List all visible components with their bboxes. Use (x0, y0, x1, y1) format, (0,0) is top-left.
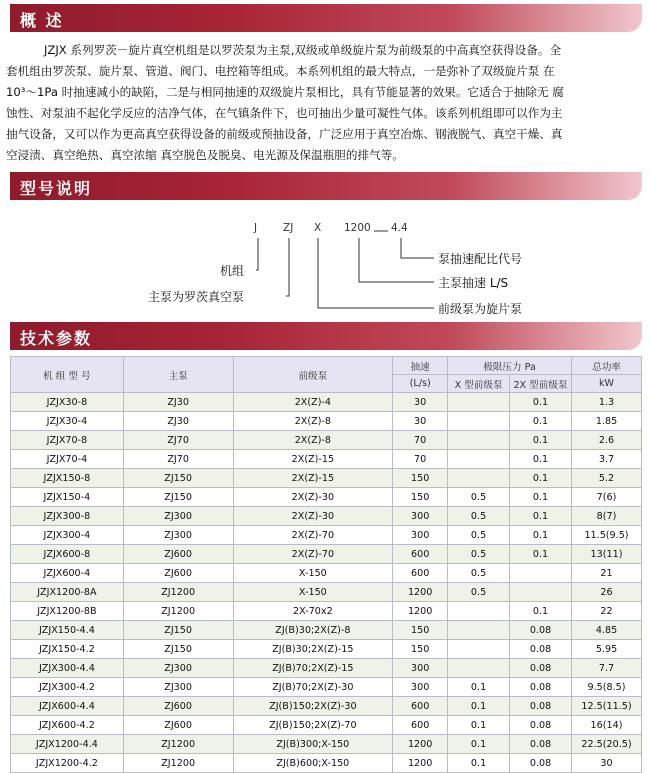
cell-x-ultimate: 0.5 (448, 545, 510, 564)
cell-speed: 30 (393, 412, 448, 431)
cell-x-ultimate: 0.5 (448, 507, 510, 526)
cell-model: JZJX70-8 (11, 431, 124, 450)
table-row (11, 678, 642, 697)
cell-model: JZJX30-4 (11, 412, 124, 431)
col-header-speed-unit: (L/s) (393, 375, 448, 393)
cell-speed: 150 (393, 621, 448, 640)
section-title: 技术参数 (20, 329, 93, 348)
cell-main-pump: ZJ150 (123, 469, 233, 488)
cell-model: JZJX1200-8A (11, 583, 124, 602)
cell-main-pump: ZJ150 (123, 488, 233, 507)
table-row (11, 754, 642, 773)
cell-power: 16(14) (572, 716, 642, 735)
col-header-main-pump: 主泵 (123, 357, 233, 393)
cell-speed: 600 (393, 716, 448, 735)
cell-model: JZJX150-8 (11, 469, 124, 488)
cell-fore-pump: 2X-70x2 (233, 602, 393, 621)
cell-2x-ultimate: 0.1 (510, 393, 572, 412)
label-unit: 机组 (220, 264, 245, 278)
cell-power: 30 (572, 754, 642, 773)
cell-speed: 300 (393, 526, 448, 545)
cell-x-ultimate: 0.1 (448, 735, 510, 754)
diagram-connector-lines (0, 200, 650, 318)
cell-power: 2.6 (572, 431, 642, 450)
cell-main-pump: ZJ1200 (123, 754, 233, 773)
section-banner-model (10, 172, 642, 200)
col-header-power: 总功率 (572, 357, 642, 375)
cell-model: JZJX300-4.2 (11, 678, 124, 697)
model-code-diagram (0, 200, 650, 318)
cell-speed: 70 (393, 450, 448, 469)
cell-speed: 600 (393, 545, 448, 564)
cell-model: JZJX1200-8B (11, 602, 124, 621)
cell-x-ultimate (448, 659, 510, 678)
cell-x-ultimate: 0.5 (448, 564, 510, 583)
cell-fore-pump: ZJ(B)600;X-150 (233, 754, 393, 773)
cell-fore-pump: X-150 (233, 583, 393, 602)
cell-x-ultimate: 0.5 (448, 583, 510, 602)
cell-main-pump: ZJ30 (123, 412, 233, 431)
cell-x-ultimate (448, 412, 510, 431)
section-banner-overview (10, 4, 642, 32)
intro-line: 10³～1Pa 时抽速减小的缺陷，二是与相同抽速的双级旋片泵相比，具有节能显著的效果。它适合于抽除无 腐 (6, 85, 564, 99)
cell-power: 22.5(20.5) (572, 735, 642, 754)
intro-line: 空浸渍、真空绝热、真空浓缩 真空脱色及脱臭、电光源及保温瓶胆的排气等。 (6, 148, 404, 162)
section-title: 概 述 (20, 11, 64, 30)
cell-fore-pump: 2X(Z)-70 (233, 545, 393, 564)
table-row (11, 488, 642, 507)
label-main-pump: 主泵为罗茨真空泵 (148, 290, 245, 304)
cell-main-pump: ZJ1200 (123, 735, 233, 754)
cell-main-pump: ZJ300 (123, 678, 233, 697)
cell-2x-ultimate: 0.1 (510, 450, 572, 469)
cell-power: 1.85 (572, 412, 642, 431)
cell-main-pump: ZJ1200 (123, 602, 233, 621)
table-row (11, 412, 642, 431)
cell-fore-pump: ZJ(B)150;2X(Z)-30 (233, 697, 393, 716)
cell-fore-pump: 2X(Z)-70 (233, 526, 393, 545)
table-row (11, 507, 642, 526)
table-row (11, 640, 642, 659)
col-header-2x-type: 2X 型前级泵 (510, 375, 572, 393)
cell-model: JZJX300-4.4 (11, 659, 124, 678)
cell-main-pump: ZJ150 (123, 621, 233, 640)
cell-model: JZJX300-4 (11, 526, 124, 545)
col-header-ultimate: 极限压力 Pa (448, 357, 572, 375)
cell-2x-ultimate: 0.1 (510, 602, 572, 621)
cell-power: 3.7 (572, 450, 642, 469)
cell-model: JZJX70-4 (11, 450, 124, 469)
cell-x-ultimate: 0.5 (448, 526, 510, 545)
cell-2x-ultimate: 0.1 (510, 488, 572, 507)
cell-speed: 1200 (393, 735, 448, 754)
cell-speed: 1200 (393, 583, 448, 602)
table-row (11, 602, 642, 621)
cell-x-ultimate: 0.1 (448, 697, 510, 716)
cell-speed: 150 (393, 469, 448, 488)
intro-line: JZJX 系列罗茨－旋片真空机组是以罗茨泵为主泵,双级或单级旋片泵为前级泵的中高真空获得设备。全 (44, 43, 562, 57)
cell-x-ultimate: 0.1 (448, 716, 510, 735)
cell-main-pump: ZJ600 (123, 545, 233, 564)
cell-2x-ultimate: 0.08 (510, 716, 572, 735)
code-j: J (254, 222, 258, 234)
cell-power: 13(11) (572, 545, 642, 564)
table-row (11, 735, 642, 754)
cell-main-pump: ZJ300 (123, 507, 233, 526)
cell-speed: 1200 (393, 602, 448, 621)
code-x: X (314, 222, 322, 234)
cell-2x-ultimate: 0.08 (510, 659, 572, 678)
cell-model: JZJX600-8 (11, 545, 124, 564)
cell-power: 8(7) (572, 507, 642, 526)
cell-fore-pump: 2X(Z)-8 (233, 412, 393, 431)
cell-model: JZJX1200-4.2 (11, 754, 124, 773)
cell-fore-pump: 2X(Z)-15 (233, 450, 393, 469)
cell-speed: 600 (393, 564, 448, 583)
table-row (11, 697, 642, 716)
cell-model: JZJX150-4.2 (11, 640, 124, 659)
cell-model: JZJX600-4.2 (11, 716, 124, 735)
cell-model: JZJX150-4.4 (11, 621, 124, 640)
cell-2x-ultimate: 0.08 (510, 678, 572, 697)
col-header-x-type: X 型前级泵 (448, 375, 510, 393)
label-fore-pump: 前级泵为旋片泵 (438, 302, 523, 316)
cell-fore-pump: 2X(Z)-8 (233, 431, 393, 450)
cell-main-pump: ZJ30 (123, 393, 233, 412)
cell-fore-pump: ZJ(B)30;2X(Z)-8 (233, 621, 393, 640)
cell-main-pump: ZJ300 (123, 526, 233, 545)
cell-main-pump: ZJ70 (123, 450, 233, 469)
cell-2x-ultimate (510, 583, 572, 602)
table-row (11, 716, 642, 735)
cell-speed: 70 (393, 431, 448, 450)
cell-fore-pump: ZJ(B)300;X-150 (233, 735, 393, 754)
cell-2x-ultimate: 0.1 (510, 469, 572, 488)
cell-main-pump: ZJ70 (123, 431, 233, 450)
cell-model: JZJX600-4 (11, 564, 124, 583)
cell-2x-ultimate: 0.1 (510, 507, 572, 526)
code-ratio: 4.4 (391, 222, 408, 234)
cell-2x-ultimate: 0.1 (510, 412, 572, 431)
cell-x-ultimate (448, 621, 510, 640)
cell-fore-pump: ZJ(B)70;2X(Z)-15 (233, 659, 393, 678)
cell-speed: 300 (393, 678, 448, 697)
table-row (11, 431, 642, 450)
cell-power: 1.3 (572, 393, 642, 412)
cell-speed: 150 (393, 488, 448, 507)
cell-x-ultimate (448, 450, 510, 469)
cell-x-ultimate: 0.5 (448, 488, 510, 507)
label-ratio-code: 泵抽速配比代号 (438, 252, 523, 266)
cell-speed: 300 (393, 507, 448, 526)
cell-fore-pump: 2X(Z)-30 (233, 488, 393, 507)
cell-fore-pump: ZJ(B)150;2X(Z)-70 (233, 716, 393, 735)
cell-main-pump: ZJ600 (123, 697, 233, 716)
cell-speed: 600 (393, 697, 448, 716)
cell-x-ultimate (448, 393, 510, 412)
cell-x-ultimate: 0.1 (448, 678, 510, 697)
table-row (11, 450, 642, 469)
cell-speed: 1200 (393, 754, 448, 773)
label-main-speed: 主泵抽速 L/S (438, 276, 509, 290)
section-banner-spec (10, 322, 642, 350)
cell-2x-ultimate: 0.08 (510, 640, 572, 659)
code-zj: ZJ (283, 222, 294, 234)
table-row (11, 469, 642, 488)
table-row (11, 564, 642, 583)
cell-speed: 30 (393, 393, 448, 412)
code-1200: 1200 (344, 222, 371, 234)
cell-2x-ultimate: 0.1 (510, 526, 572, 545)
spec-table-body (11, 393, 642, 773)
cell-model: JZJX300-8 (11, 507, 124, 526)
table-row (11, 526, 642, 545)
table-row (11, 583, 642, 602)
intro-line: 抽气设备，又可以作为更高真空获得设备的前级或预抽设备，广泛应用于真空冶炼、钢液脱气、真空干燥、真 (6, 127, 563, 141)
cell-main-pump: ZJ600 (123, 716, 233, 735)
cell-main-pump: ZJ150 (123, 640, 233, 659)
cell-main-pump: ZJ300 (123, 659, 233, 678)
cell-2x-ultimate: 0.1 (510, 431, 572, 450)
col-header-model: 机 组 型 号 (11, 357, 124, 393)
cell-main-pump: ZJ1200 (123, 583, 233, 602)
table-row (11, 545, 642, 564)
cell-x-ultimate (448, 640, 510, 659)
section-title: 型号说明 (20, 179, 93, 198)
intro-line: 蚀性、对泵油不起化学反应的洁净气体，在气镇条件下，也可抽出少量可凝性气体。该系列机组即可以作为主 (6, 106, 563, 120)
cell-power: 4.85 (572, 621, 642, 640)
cell-fore-pump: ZJ(B)30;2X(Z)-15 (233, 640, 393, 659)
table-row (11, 659, 642, 678)
cell-model: JZJX1200-4.4 (11, 735, 124, 754)
cell-model: JZJX150-4 (11, 488, 124, 507)
cell-fore-pump: X-150 (233, 564, 393, 583)
intro-line: 套机组由罗茨泵、旋片泵、管道、阀门、电控箱等组成。本系列机组的最大特点，一是弥补了双级旋片泵 在 (6, 64, 555, 78)
table-row (11, 621, 642, 640)
table-row (11, 393, 642, 412)
cell-model: JZJX600-4.4 (11, 697, 124, 716)
cell-model: JZJX30-8 (11, 393, 124, 412)
cell-power: 7.7 (572, 659, 642, 678)
spec-table (10, 356, 642, 773)
col-header-speed: 抽速 (393, 357, 448, 375)
cell-fore-pump: 2X(Z)-30 (233, 507, 393, 526)
cell-x-ultimate: 0.1 (448, 754, 510, 773)
cell-fore-pump: ZJ(B)70;2X(Z)-30 (233, 678, 393, 697)
cell-power: 26 (572, 583, 642, 602)
cell-x-ultimate (448, 431, 510, 450)
cell-power: 5.95 (572, 640, 642, 659)
cell-power: 5.2 (572, 469, 642, 488)
cell-2x-ultimate: 0.08 (510, 754, 572, 773)
cell-power: 9.5(8.5) (572, 678, 642, 697)
cell-power: 12.5(11.5) (572, 697, 642, 716)
cell-speed: 150 (393, 640, 448, 659)
cell-x-ultimate (448, 602, 510, 621)
cell-x-ultimate (448, 469, 510, 488)
cell-power: 7(6) (572, 488, 642, 507)
col-header-power-unit: kW (572, 375, 642, 393)
cell-power: 21 (572, 564, 642, 583)
cell-2x-ultimate: 0.08 (510, 735, 572, 754)
cell-2x-ultimate (510, 564, 572, 583)
cell-power: 11.5(9.5) (572, 526, 642, 545)
cell-fore-pump: 2X(Z)-4 (233, 393, 393, 412)
cell-fore-pump: 2X(Z)-15 (233, 469, 393, 488)
cell-2x-ultimate: 0.1 (510, 545, 572, 564)
cell-main-pump: ZJ600 (123, 564, 233, 583)
cell-2x-ultimate: 0.08 (510, 697, 572, 716)
intro-paragraph (6, 40, 638, 166)
cell-2x-ultimate: 0.08 (510, 621, 572, 640)
cell-speed: 300 (393, 659, 448, 678)
cell-power: 22 (572, 602, 642, 621)
col-header-fore-pump: 前级泵 (233, 357, 393, 393)
